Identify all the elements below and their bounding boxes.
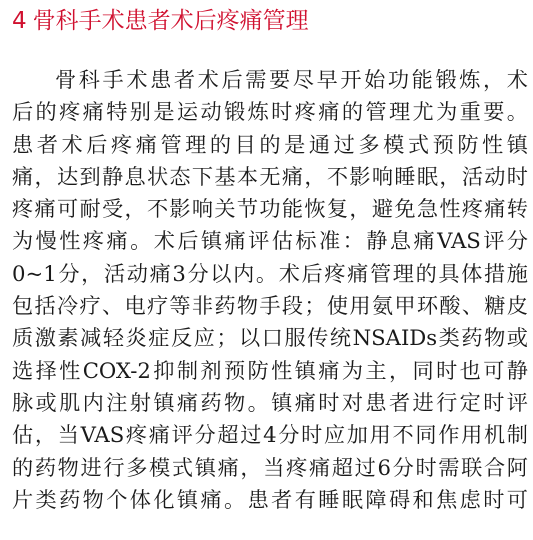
text-line: 的药物进行多模式镇痛，当疼痛超过6分时需联合阿 xyxy=(12,454,528,480)
text-line: 骨科手术患者术后需要尽早开始功能锻炼，术 xyxy=(55,67,528,92)
body-paragraph xyxy=(12,64,528,516)
text-line: 痛，达到静息状态下基本无痛，不影响睡眠，活动时 xyxy=(12,163,528,189)
text-line: 质激素减轻炎症反应；以口服传统NSAIDs类药物或 xyxy=(12,325,528,351)
text-line: 脉或肌内注射镇痛药物。镇痛时对患者进行定时评 xyxy=(12,389,528,415)
text-line: 疼痛可耐受，不影响关节功能恢复，避免急性疼痛转 xyxy=(12,196,528,222)
text-line: 后的疼痛特别是运动锻炼时疼痛的管理尤为重要。 xyxy=(12,99,528,125)
text-line: 0~1分，活动痛3分以内。术后疼痛管理的具体措施 xyxy=(12,260,528,286)
text-line: 包括冷疗、电疗等非药物手段；使用氨甲环酸、糖皮 xyxy=(12,293,528,319)
text-line: 片类药物个体化镇痛。患者有睡眠障碍和焦虑时可 xyxy=(12,486,528,512)
text-line: 选择性COX-2抑制剂预防性镇痛为主，同时也可静 xyxy=(12,357,528,383)
section-heading xyxy=(12,4,309,38)
text-line: 患者术后疼痛管理的目的是通过多模式预防性镇 xyxy=(12,131,528,157)
text-line: 估，当VAS疼痛评分超过4分时应加用不同作用机制 xyxy=(12,422,528,448)
section-title: 骨科手术患者术后疼痛管理 xyxy=(32,8,309,34)
section-number: 4 xyxy=(12,8,27,34)
text-line: 为慢性疼痛。术后镇痛评估标准：静息痛VAS评分 xyxy=(12,228,528,254)
